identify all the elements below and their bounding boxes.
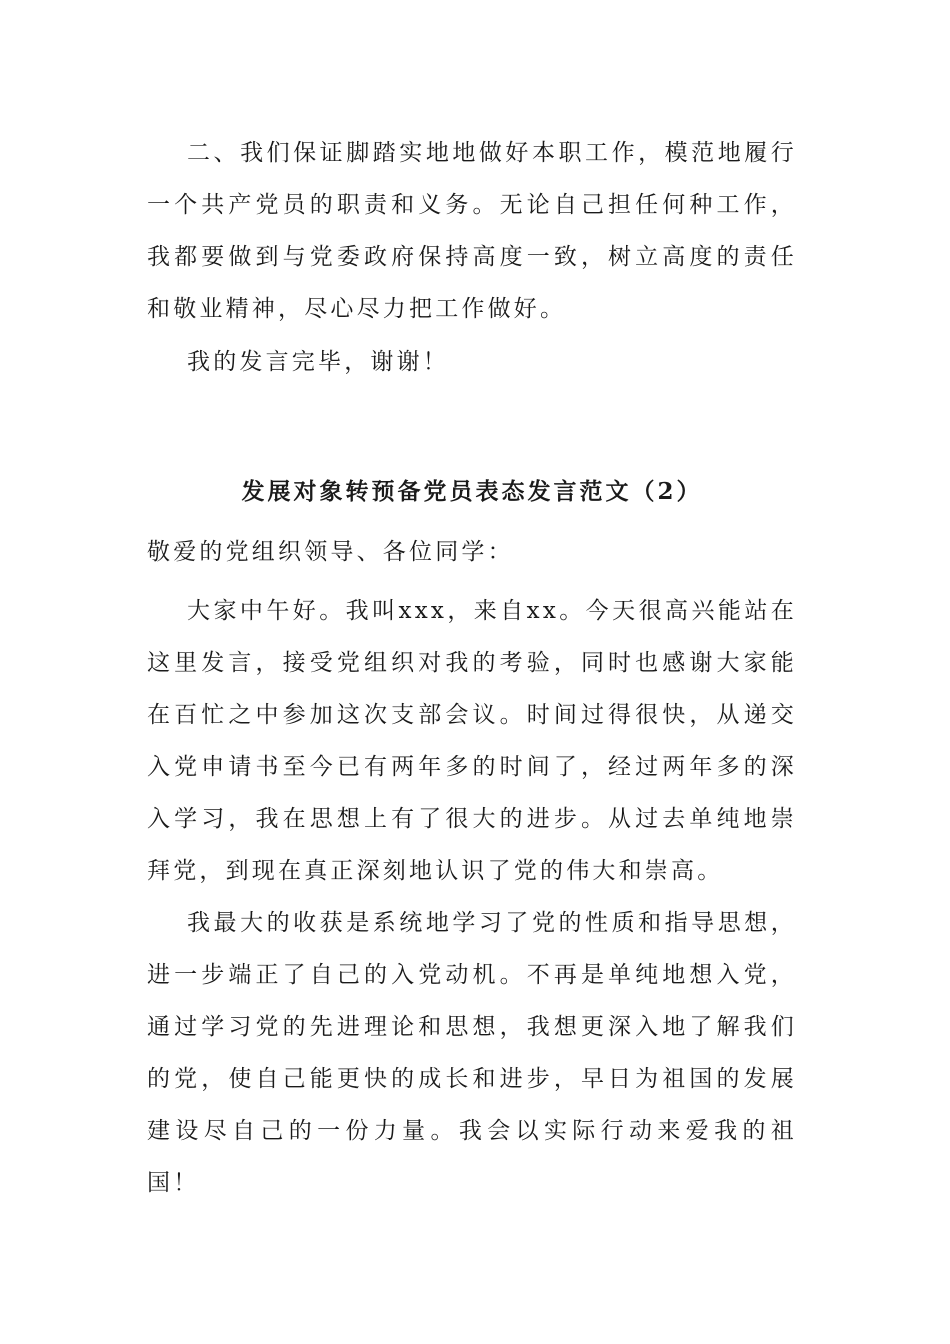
paragraph-biggest-gain: 我最大的收获是系统地学习了党的性质和指导思想，进一步端正了自己的入党动机。不再是单纯地想入党，通过学习党的先进理论和思想，我想更深入地了解我们的党，使自己能更快的成长和进步，早日为祖国的发展建设尽自己的一份力量。我会以实际行动来爱我的祖国！ bbox=[147, 910, 797, 1196]
paragraph-closing-remark: 我的发言完毕，谢谢！ bbox=[187, 349, 449, 375]
salutation: 敬爱的党组织领导、各位同学： bbox=[147, 539, 514, 565]
section-title: 发展对象转预备党员表态发言范文（2） bbox=[241, 478, 703, 505]
paragraph-introduction: 大家中午好。我叫xxx，来自xx。今天很高兴能站在这里发言，接受党组织对我的考验，同时也感谢大家能在百忙之中参加这次支部会议。时间过得很快，从递交入党申请书至今已有两年多的时间了，经过两年多的深入学习，我在思想上有了很大的进步。从过去单纯地崇拜党，到现在真正深刻地认识了党的伟大和崇高。 bbox=[147, 598, 797, 884]
paragraph-pledge-two: 二、我们保证脚踏实地地做好本职工作，模范地履行一个共产党员的职责和义务。无论自己担任何种工作，我都要做到与党委政府保持高度一致，树立高度的责任和敬业精神，尽心尽力把工作做好。 bbox=[147, 140, 797, 322]
